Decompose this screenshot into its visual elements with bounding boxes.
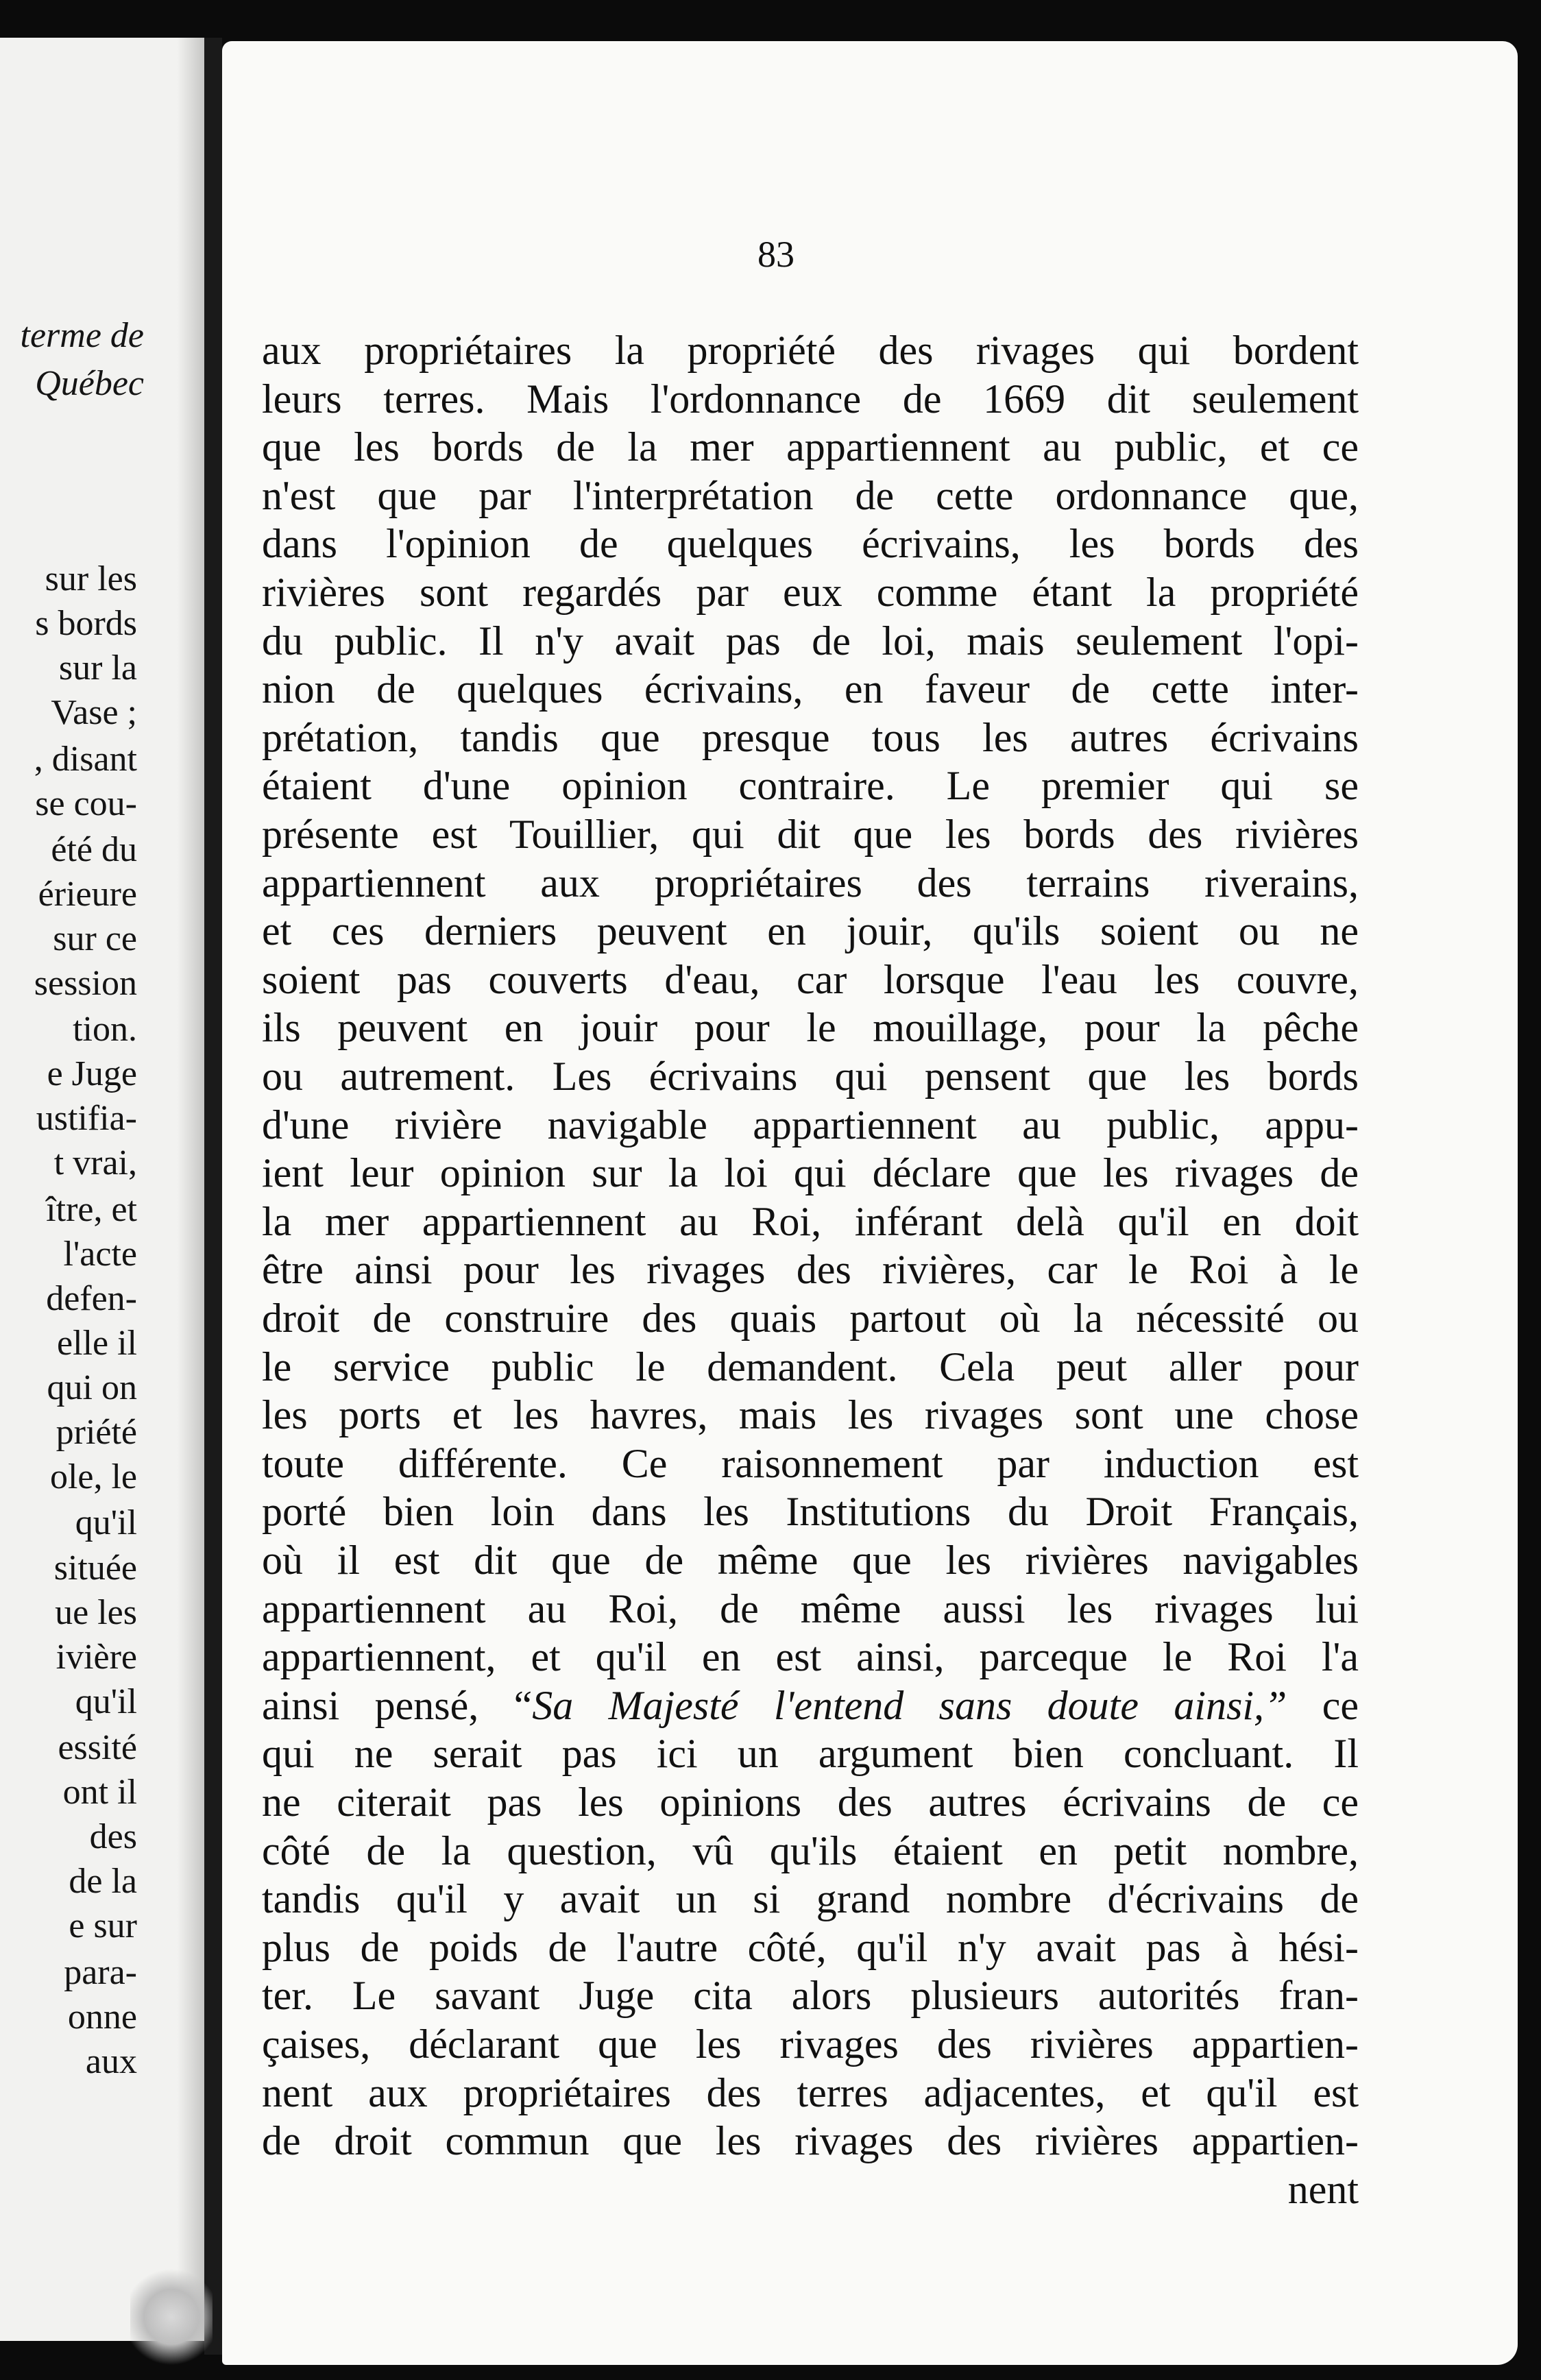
- binding-shadow: [177, 38, 204, 2341]
- body-line: porté bien loin dans les Institutions du Droit Français,: [262, 1489, 1359, 1534]
- body-line: ter. Le savant Juge cita alors plusieurs autorités fran-: [262, 1973, 1359, 2018]
- body-line: appartiennent au Roi, de même aussi les rivages lui: [262, 1586, 1359, 1631]
- body-line: où il est dit que de même que les rivières navigables: [262, 1538, 1359, 1583]
- left-page-line: ont il: [62, 1773, 137, 1812]
- left-page-line: sur les: [45, 559, 137, 598]
- body-line: nion de quelques écrivains, en faveur de cette inter-: [262, 666, 1359, 712]
- left-page-line: terme de: [20, 316, 144, 355]
- body-line: çaises, déclarant que les rivages des rivières appartien-: [262, 2021, 1359, 2067]
- body-line: que les bords de la mer appartiennent au public, et ce: [262, 424, 1359, 470]
- body-line: et ces derniers peuvent en jouir, qu'ils soient ou ne: [262, 908, 1359, 954]
- body-line: soient pas couverts d'eau, car lorsque l'eau les couvre,: [262, 957, 1359, 1002]
- left-page-line: tion.: [73, 1010, 137, 1049]
- paper-damage: [130, 2262, 213, 2372]
- body-line: ne citerait pas les opinions des autres écrivains de ce: [262, 1780, 1359, 1825]
- left-page-line: Vase ;: [51, 693, 137, 732]
- catchword: nent: [1287, 2167, 1359, 2212]
- left-page-line: para-: [64, 1953, 137, 1992]
- left-page-line: qui on: [47, 1368, 137, 1407]
- body-line: appartiennent, et qu'il en est ainsi, parceque le Roi l'a: [262, 1634, 1359, 1679]
- left-page-line: ue les: [55, 1593, 137, 1632]
- body-line: ainsi pensé, “Sa Majesté l'entend sans doute ainsi,” ce: [262, 1683, 1359, 1728]
- left-page-line: session: [34, 964, 137, 1003]
- left-page-line: priété: [56, 1413, 137, 1452]
- page-gutter: [204, 38, 222, 2355]
- body-line: n'est que par l'interprétation de cette ordonnance que,: [262, 473, 1359, 518]
- body-line: les ports et les havres, mais les rivages sont une chose: [262, 1392, 1359, 1437]
- left-page-line: de la: [69, 1862, 137, 1901]
- body-line: aux propriétaires la propriété des rivages qui bordent: [262, 328, 1359, 373]
- left-page-line: été du: [51, 830, 137, 869]
- left-page-line: l'acte: [63, 1235, 137, 1274]
- body-line: prétation, tandis que presque tous les autres écrivains: [262, 715, 1359, 760]
- left-page-line: onne: [67, 1997, 137, 2037]
- body-line: ils peuvent en jouir pour le mouillage, pour la pêche: [262, 1005, 1359, 1050]
- left-page-line: elle il: [57, 1324, 137, 1363]
- left-page-line: ole, le: [49, 1457, 137, 1496]
- body-line: dans l'opinion de quelques écrivains, les bords des: [262, 521, 1359, 566]
- body-line: côté de la question, vû qu'ils étaient en petit nombre,: [262, 1828, 1359, 1873]
- body-line: présente est Touillier, qui dit que les bords des rivières: [262, 812, 1359, 857]
- left-page-line: érieure: [38, 875, 137, 914]
- left-page-line: t vrai,: [53, 1143, 137, 1182]
- body-line: droit de construire des quais partout où la nécessité ou: [262, 1296, 1359, 1341]
- left-page-line: des: [89, 1817, 137, 1856]
- left-page-line: defen-: [46, 1279, 137, 1318]
- body-line: plus de poids de l'autre côté, qu'il n'y avait pas à hési-: [262, 1925, 1359, 1970]
- body-line: être ainsi pour les rivages des rivières, car le Roi à le: [262, 1247, 1359, 1292]
- body-line: appartiennent aux propriétaires des terrains riverains,: [262, 860, 1359, 906]
- body-line: de droit commun que les rivages des rivières appartien-: [262, 2118, 1359, 2163]
- left-page-line: qu'il: [75, 1682, 137, 1721]
- left-page-line: e sur: [69, 1906, 137, 1945]
- body-line: du public. Il n'y avait pas de loi, mais seulement l'opi-: [262, 618, 1359, 664]
- left-page-line: sur ce: [53, 919, 137, 958]
- left-page-line: essité: [58, 1728, 137, 1767]
- body-line: qui ne serait pas ici un argument bien concluant. Il: [262, 1731, 1359, 1776]
- left-page-fragment: [0, 38, 204, 2341]
- body-line: la mer appartiennent au Roi, inférant delà qu'il en doit: [262, 1199, 1359, 1244]
- body-line: d'une rivière navigable appartiennent au public, appu-: [262, 1102, 1359, 1148]
- body-line: le service public le demandent. Cela peut aller pour: [262, 1344, 1359, 1389]
- body-line: toute différente. Ce raisonnement par induction est: [262, 1441, 1359, 1486]
- body-line: leurs terres. Mais l'ordonnance de 1669 dit seulement: [262, 376, 1359, 422]
- left-page-line: Québec: [35, 364, 144, 403]
- left-page-line: se cou-: [35, 784, 137, 823]
- left-page-line: s bords: [35, 604, 137, 643]
- left-page-line: située: [53, 1549, 137, 1588]
- body-line: rivières sont regardés par eux comme étant la propriété: [262, 570, 1359, 615]
- body-line: tandis qu'il y avait un si grand nombre d'écrivains de: [262, 1876, 1359, 1921]
- left-page-line: e Juge: [47, 1054, 137, 1093]
- body-line: ou autrement. Les écrivains qui pensent que les bords: [262, 1054, 1359, 1099]
- left-page-line: ustifia-: [36, 1099, 137, 1138]
- left-page-line: ître, et: [46, 1190, 137, 1229]
- page-number: 83: [757, 234, 794, 275]
- body-line: ient leur opinion sur la loi qui déclare que les rivages de: [262, 1150, 1359, 1195]
- left-page-line: aux: [85, 2042, 137, 2081]
- left-page-line: qu'il: [75, 1503, 137, 1542]
- left-page-line: ivière: [56, 1638, 137, 1677]
- left-page-line: sur la: [58, 648, 137, 688]
- body-line: étaient d'une opinion contraire. Le premier qui se: [262, 763, 1359, 808]
- body-line: nent aux propriétaires des terres adjacentes, et qu'il est: [262, 2070, 1359, 2115]
- left-page-line: , disant: [34, 740, 137, 779]
